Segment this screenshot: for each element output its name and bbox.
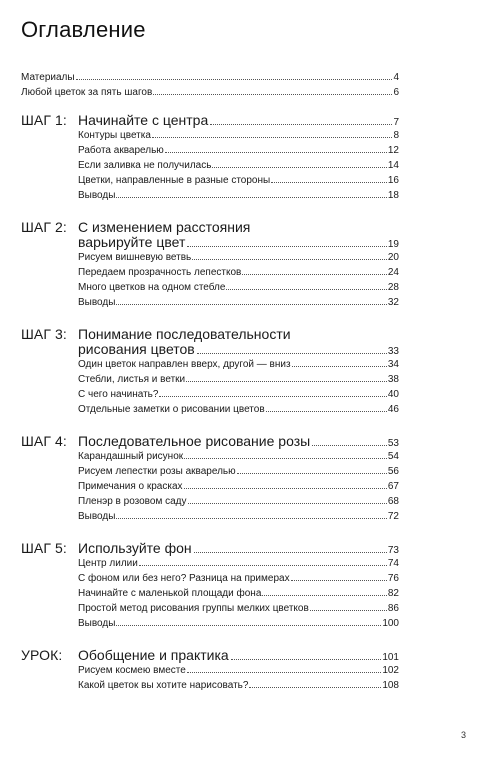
toc-entry-page: 102	[382, 665, 399, 676]
toc-entry-label: Выводы	[78, 190, 116, 201]
toc-entry-label: С фоном или без него? Разница на примерах	[78, 573, 290, 584]
toc-leader-dots	[242, 274, 387, 275]
toc-entry-page: 74	[387, 558, 399, 569]
toc-leader-dots	[194, 552, 387, 553]
toc-leader-dots	[186, 381, 387, 382]
toc-entry[interactable]	[21, 616, 399, 631]
toc-entry-page: 76	[387, 573, 399, 584]
toc-entry-label: Рисуем вишневую ветвь	[78, 252, 192, 263]
toc-entry-label: Передаем прозрачность лепестков	[78, 267, 242, 278]
toc-section-step: ШАГ 3:	[21, 326, 67, 342]
toc-entry-page: 68	[387, 496, 399, 507]
toc-entry-label: Центр лилии	[78, 558, 138, 569]
toc-section-title-line: Обобщение и практика	[78, 647, 229, 663]
toc-leader-dots	[165, 152, 387, 153]
toc-entry[interactable]	[21, 280, 399, 295]
toc-entry[interactable]	[21, 143, 399, 158]
toc-entry-page: 38	[387, 374, 399, 385]
toc-entry-page: 108	[382, 680, 399, 691]
toc-subentries	[21, 250, 399, 310]
toc-entry-page: 46	[387, 404, 399, 415]
toc-entry-page: 56	[387, 466, 399, 477]
toc-entry-page: 82	[387, 588, 399, 599]
toc-section-title-row	[78, 342, 399, 357]
toc-entry[interactable]	[21, 372, 399, 387]
toc-entry-label: С чего начинать?	[78, 389, 159, 400]
toc-leader-dots	[76, 79, 393, 80]
toc-entry-page: 8	[393, 130, 399, 141]
toc-section-heading[interactable]	[21, 113, 399, 128]
toc-subentries	[21, 128, 399, 203]
toc-entry[interactable]	[21, 295, 399, 310]
toc-entry-page: 100	[382, 618, 399, 629]
toc-sections	[21, 113, 399, 693]
toc-subentries	[21, 357, 399, 417]
toc-entry-label: Примечания о красках	[78, 481, 183, 492]
toc-entry[interactable]	[21, 357, 399, 372]
toc-leader-dots	[291, 580, 387, 581]
toc-entry-label: Один цветок направлен вверх, другой — вниз	[78, 359, 291, 370]
toc-leader-dots	[187, 672, 382, 673]
toc-leader-dots	[188, 503, 387, 504]
toc-entry[interactable]	[21, 402, 399, 417]
toc-section-title	[78, 434, 399, 449]
toc-entry-label: Много цветков на одном стебле	[78, 282, 226, 293]
table-of-contents	[21, 70, 399, 693]
toc-section	[21, 113, 399, 203]
toc-leader-dots	[192, 259, 387, 260]
toc-entry-page: 18	[387, 190, 399, 201]
toc-entry-label: Отдельные заметки о рисовании цветов	[78, 404, 265, 415]
toc-section-title-row	[78, 541, 399, 556]
toc-section-heading[interactable]	[21, 327, 399, 357]
toc-entry[interactable]	[21, 663, 399, 678]
toc-section-title-line: С изменением расстояния	[78, 219, 251, 235]
toc-entry-label: Если заливка не получилась	[78, 160, 212, 171]
toc-section-title-line: Начинайте с центра	[78, 112, 209, 128]
toc-entry-page: 14	[387, 160, 399, 171]
toc-leader-dots	[231, 659, 382, 660]
page-number: 3	[460, 730, 466, 740]
toc-section-title	[78, 541, 399, 556]
toc-leader-dots	[312, 445, 387, 446]
toc-leader-dots	[310, 610, 387, 611]
toc-section-step: ШАГ 1:	[21, 112, 67, 128]
toc-section-title-line: Понимание последовательности	[78, 326, 291, 342]
toc-entry-label: Простой метод рисования группы мелких цветков	[78, 603, 309, 614]
toc-section-heading[interactable]	[21, 220, 399, 250]
toc-entry-label: Любой цветок за пять шагов	[21, 87, 153, 98]
toc-entry-label: Цветки, направленные в разные стороны	[78, 175, 271, 186]
page-title: Оглавление	[21, 17, 146, 42]
toc-section-page: 19	[387, 239, 399, 250]
toc-leader-dots	[210, 124, 392, 125]
toc-entry-page: 54	[387, 451, 399, 462]
toc-entry[interactable]	[21, 265, 399, 280]
toc-entry-page: 6	[393, 87, 399, 98]
toc-section-page: 7	[393, 117, 399, 128]
toc-entry-page: 4	[393, 72, 399, 83]
toc-leader-dots	[237, 473, 387, 474]
toc-leader-dots	[212, 167, 386, 168]
toc-entry-label: Стебли, листья и ветки	[78, 374, 186, 385]
toc-section	[21, 648, 399, 693]
toc-leader-dots	[116, 518, 386, 519]
toc-section-step: ШАГ 2:	[21, 219, 67, 235]
toc-entry-label: Выводы	[78, 511, 116, 522]
toc-entry-page: 20	[387, 252, 399, 263]
toc-section-title-row	[78, 648, 399, 663]
toc-entry-page: 24	[387, 267, 399, 278]
toc-leader-dots	[187, 246, 386, 247]
toc-entry-page: 40	[387, 389, 399, 400]
toc-section-page: 73	[387, 545, 399, 556]
toc-section	[21, 434, 399, 524]
toc-entry[interactable]	[21, 494, 399, 509]
toc-section	[21, 541, 399, 631]
toc-entry[interactable]	[21, 188, 399, 203]
toc-leader-dots	[116, 304, 386, 305]
toc-leader-dots	[139, 565, 387, 566]
toc-section-title-line: рисования цветов	[78, 341, 195, 357]
toc-entry-page: 86	[387, 603, 399, 614]
toc-entry[interactable]	[21, 250, 399, 265]
toc-entry[interactable]	[21, 173, 399, 188]
toc-section-title-row	[78, 113, 399, 128]
toc-entry-label: Пленэр в розовом саду	[78, 496, 187, 507]
toc-entry-label: Работа акварелью	[78, 145, 164, 156]
toc-entry-label: Рисуем космею вместе	[78, 665, 186, 676]
toc-leader-dots	[153, 94, 392, 95]
toc-entry-page: 32	[387, 297, 399, 308]
toc-leader-dots	[184, 488, 387, 489]
toc-entry-page: 28	[387, 282, 399, 293]
toc-section-heading[interactable]	[21, 541, 399, 556]
toc-leader-dots	[116, 197, 386, 198]
toc-entry[interactable]	[21, 678, 399, 693]
toc-leader-dots	[116, 625, 381, 626]
toc-entry[interactable]	[21, 479, 399, 494]
toc-section-title-row	[78, 235, 399, 250]
toc-entry[interactable]	[21, 449, 399, 464]
toc-entry-label: Материалы	[21, 72, 75, 83]
toc-leader-dots	[262, 595, 386, 596]
toc-entry-page: 16	[387, 175, 399, 186]
toc-entry-label: Рисуем лепестки розы акварелью	[78, 466, 236, 477]
toc-section-page: 53	[387, 438, 399, 449]
toc-section	[21, 327, 399, 417]
toc-entry[interactable]	[21, 158, 399, 173]
toc-section	[21, 220, 399, 310]
toc-entry-label: Какой цветок вы хотите нарисовать?	[78, 680, 249, 691]
toc-section-step: ШАГ 4:	[21, 433, 67, 449]
toc-section-title-line: варьируйте цвет	[78, 234, 186, 250]
toc-subentries	[21, 663, 399, 693]
toc-leader-dots	[152, 137, 393, 138]
toc-leader-dots	[184, 458, 387, 459]
toc-entry-label: Контуры цветка	[78, 130, 151, 141]
toc-section-title-line: Последовательное рисование розы	[78, 433, 311, 449]
toc-section-title	[78, 220, 399, 250]
toc-section-title	[78, 113, 399, 128]
toc-section-page: 33	[387, 346, 399, 357]
toc-section-title	[78, 327, 399, 357]
toc-leader-dots	[197, 353, 387, 354]
toc-subentries	[21, 556, 399, 631]
toc-entry[interactable]	[21, 387, 399, 402]
toc-entry-page: 67	[387, 481, 399, 492]
toc-leader-dots	[266, 411, 387, 412]
toc-section-title-line: Используйте фон	[78, 540, 192, 556]
toc-entry-label: Начинайте с маленькой площади фона	[78, 588, 262, 599]
toc-entry-page: 34	[387, 359, 399, 370]
toc-entry-label: Выводы	[78, 297, 116, 308]
toc-section-title-row	[78, 434, 399, 449]
toc-section-step: ШАГ 5:	[21, 540, 67, 556]
toc-leader-dots	[159, 396, 386, 397]
toc-leader-dots	[249, 687, 381, 688]
toc-section-step: УРОК:	[21, 647, 63, 663]
toc-leader-dots	[292, 366, 387, 367]
toc-section-page: 101	[382, 652, 399, 663]
toc-intro	[21, 70, 399, 100]
toc-entry-label: Выводы	[78, 618, 116, 629]
toc-entry[interactable]	[21, 85, 399, 100]
toc-section-heading[interactable]	[21, 648, 399, 663]
toc-entry[interactable]	[21, 586, 399, 601]
toc-entry[interactable]	[21, 571, 399, 586]
toc-entry-label: Карандашный рисунок	[78, 451, 184, 462]
toc-leader-dots	[226, 289, 386, 290]
toc-leader-dots	[271, 182, 387, 183]
toc-subentries	[21, 449, 399, 524]
toc-section-heading[interactable]	[21, 434, 399, 449]
toc-entry[interactable]	[21, 601, 399, 616]
toc-entry[interactable]	[21, 128, 399, 143]
toc-entry[interactable]	[21, 464, 399, 479]
toc-section-title	[78, 648, 399, 663]
toc-entry[interactable]	[21, 70, 399, 85]
toc-entry-page: 12	[387, 145, 399, 156]
toc-entry[interactable]	[21, 509, 399, 524]
toc-entry-page: 72	[387, 511, 399, 522]
toc-entry[interactable]	[21, 556, 399, 571]
